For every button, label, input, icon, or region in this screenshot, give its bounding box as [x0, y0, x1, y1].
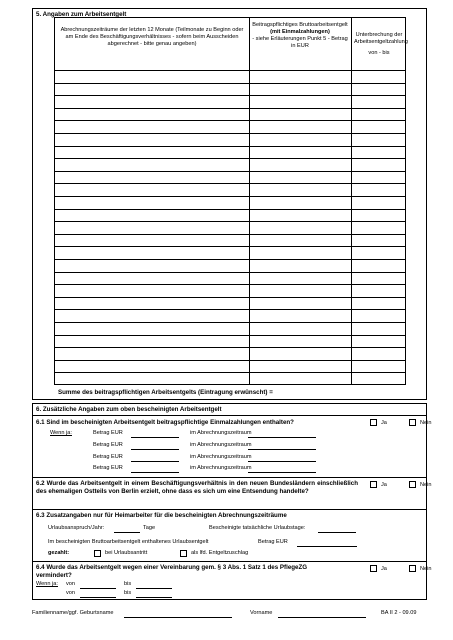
table-header-line: [54, 70, 406, 71]
q61-wenn-ja: Wenn ja:: [50, 430, 72, 436]
table-row-line: [54, 133, 406, 134]
table-row-line: [54, 158, 406, 159]
table-row-line: [54, 146, 406, 147]
col-header-interruption-line2: von - bis: [368, 50, 390, 56]
q64-bis-label-1: bis: [124, 581, 132, 587]
section5-title: 5. Angaben zum Arbeitsentgelt: [36, 11, 127, 18]
urlaubsanspruch-field[interactable]: [114, 532, 140, 533]
q64-von-label-2: von: [66, 590, 76, 596]
table-row-line: [54, 246, 406, 247]
urlaubstage-field[interactable]: [318, 532, 356, 533]
q61-betrag-field[interactable]: [131, 472, 179, 473]
q62-separator: [32, 509, 427, 510]
urlaubsentgelt-field[interactable]: [297, 546, 357, 547]
q61-ja-label: Ja: [381, 420, 387, 426]
col-header-period: Abrechnungszeiträume der letzten 12 Monate (Teilmonate zu Beginn oder am Ende des Beschäftigungsverhältnisses - sofern beim Ausscheiden abgerechnet - bitte genau angeben): [60, 27, 244, 47]
section6-title: 6. Zusätzliche Angaben zum oben bescheinigten Arbeitsentgelt: [36, 406, 222, 413]
table-row-line: [54, 83, 406, 84]
table-row-line: [54, 120, 406, 121]
sum-label: Summe des beitragspflichtigen Arbeitsentgelts (Eintragung erwünscht) =: [58, 389, 273, 396]
q64-nein-checkbox[interactable]: [409, 565, 416, 572]
table-row-line: [54, 372, 406, 373]
table-divider-2: [351, 17, 352, 385]
col-header-amount-line1: Beitragspflichtiges Bruttoarbeitsentgelt: [252, 22, 348, 28]
table-row-line: [54, 171, 406, 172]
urlaubsentgelt-betrag-label: Betrag EUR: [258, 539, 288, 545]
table-row-line: [54, 108, 406, 109]
col-header-amount-line2: - siehe Erläuterungen Punkt 5 - Betrag in EUR: [252, 36, 348, 49]
q61-zeitraum-field[interactable]: [248, 437, 316, 438]
tage-label: Tage: [143, 525, 156, 531]
q64-ja-checkbox[interactable]: [370, 565, 377, 572]
col-header-amount-bold: (mit Einmalzahlungen): [270, 29, 330, 35]
q61-nein-checkbox[interactable]: [409, 419, 416, 426]
table-row-line: [54, 183, 406, 184]
familienname-label: Familienname/ggf. Geburtsname: [32, 610, 114, 616]
table-row-line: [54, 335, 406, 336]
q63-text: 6.3 Zusatzangaben nur für Heimarbeiter für die bescheinigten Abrechnungszeiträume: [36, 512, 287, 519]
q61-betrag-field[interactable]: [131, 449, 179, 450]
vorname-label: Vorname: [250, 610, 273, 616]
col-header-interruption: [354, 32, 408, 57]
col-header-interruption-line1: Unterbrechung der Arbeitsentgeltzahlung: [354, 32, 408, 45]
q62-nein-checkbox[interactable]: [409, 481, 416, 488]
q61-separator: [32, 477, 427, 478]
gezahlt-label: gezahlt:: [48, 550, 70, 556]
q61-zeitraum-label: im Abrechnungszeitraum: [190, 430, 252, 436]
q62-ja-checkbox[interactable]: [370, 481, 377, 488]
q64-von-field-2[interactable]: [80, 597, 116, 598]
table-row-line: [54, 360, 406, 361]
q61-zeitraum-label: im Abrechnungszeitraum: [190, 442, 252, 448]
table-row-line: [54, 272, 406, 273]
q62-nein-label: Nein: [420, 482, 432, 488]
q64-wenn-ja: Wenn ja:: [36, 581, 58, 587]
q63-separator: [32, 561, 427, 562]
earnings-table: [54, 17, 406, 385]
q61-ja-checkbox[interactable]: [370, 419, 377, 426]
q61-zeitraum-field[interactable]: [248, 461, 316, 462]
urlaubsentgelt-label: Im bescheinigten Bruttoarbeitsentgelt enthaltenes Urlaubsentgelt: [48, 539, 209, 545]
q62-text: 6.2 Wurde das Arbeitsentgelt in einem Beschäftigungsverhältnis in den neuen Bundesländern einschließlich des ehemaligen Ostteils von Berlin erzielt, ohne dass es sich um eine Entsendung handelte?: [36, 480, 358, 495]
table-divider-1: [249, 17, 250, 385]
q64-bis-field-2[interactable]: [136, 597, 172, 598]
table-row-line: [54, 95, 406, 96]
q64-von-label-1: von: [66, 581, 76, 587]
table-row-line: [54, 297, 406, 298]
col-header-amount: [252, 22, 348, 50]
vorname-field[interactable]: [278, 617, 366, 618]
table-row-line: [54, 234, 406, 235]
q64-bis-field-1[interactable]: [136, 588, 172, 589]
table-row-line: [54, 322, 406, 323]
q62-ja-label: Ja: [381, 482, 387, 488]
als-lfd-checkbox[interactable]: [180, 550, 187, 557]
familienname-field[interactable]: [124, 617, 232, 618]
q61-betrag-field[interactable]: [131, 437, 179, 438]
table-row-line: [54, 209, 406, 210]
q64-ja-label: Ja: [381, 566, 387, 572]
q64-text: 6.4 Wurde das Arbeitsentgelt wegen einer Vereinbarung gem. § 3 Abs. 1 Satz 1 des PflegeZG vermindert?: [36, 564, 308, 579]
section6-title-line: [32, 415, 427, 416]
q61-betrag-label: Betrag EUR: [93, 465, 123, 471]
table-row-line: [54, 196, 406, 197]
q61-betrag-label: Betrag EUR: [93, 442, 123, 448]
q61-zeitraum-label: im Abrechnungszeitraum: [190, 465, 252, 471]
q61-betrag-field[interactable]: [131, 461, 179, 462]
table-row-line: [54, 309, 406, 310]
table-row-line: [54, 284, 406, 285]
table-row-line: [54, 347, 406, 348]
q64-bis-label-2: bis: [124, 590, 132, 596]
urlaubstage-label: Bescheinigte tatsächliche Urlaubstage:: [209, 525, 306, 531]
urlaubsanspruch-label: Urlaubsanspruch/Jahr:: [48, 525, 105, 531]
q61-text: 6.1 Sind im bescheinigten Arbeitsentgelt beitragspflichtige Einmalzahlungen enthalten?: [36, 419, 294, 426]
bei-urlaubsantritt-label: bei Urlaubsantritt: [105, 550, 148, 556]
q61-nein-label: Nein: [420, 420, 432, 426]
q61-zeitraum-label: im Abrechnungszeitraum: [190, 454, 252, 460]
bei-urlaubsantritt-checkbox[interactable]: [94, 550, 101, 557]
q61-betrag-label: Betrag EUR: [93, 430, 123, 436]
q61-zeitraum-field[interactable]: [248, 449, 316, 450]
als-lfd-label: als lfd. Entgeltzuschlag: [191, 550, 249, 556]
q61-betrag-label: Betrag EUR: [93, 454, 123, 460]
q61-zeitraum-field[interactable]: [248, 472, 316, 473]
q64-von-field-1[interactable]: [80, 588, 116, 589]
form-id: BA II 2 - 09.09: [381, 610, 417, 616]
q64-nein-label: Nein: [420, 566, 432, 572]
table-row-line: [54, 221, 406, 222]
table-row-line: [54, 259, 406, 260]
